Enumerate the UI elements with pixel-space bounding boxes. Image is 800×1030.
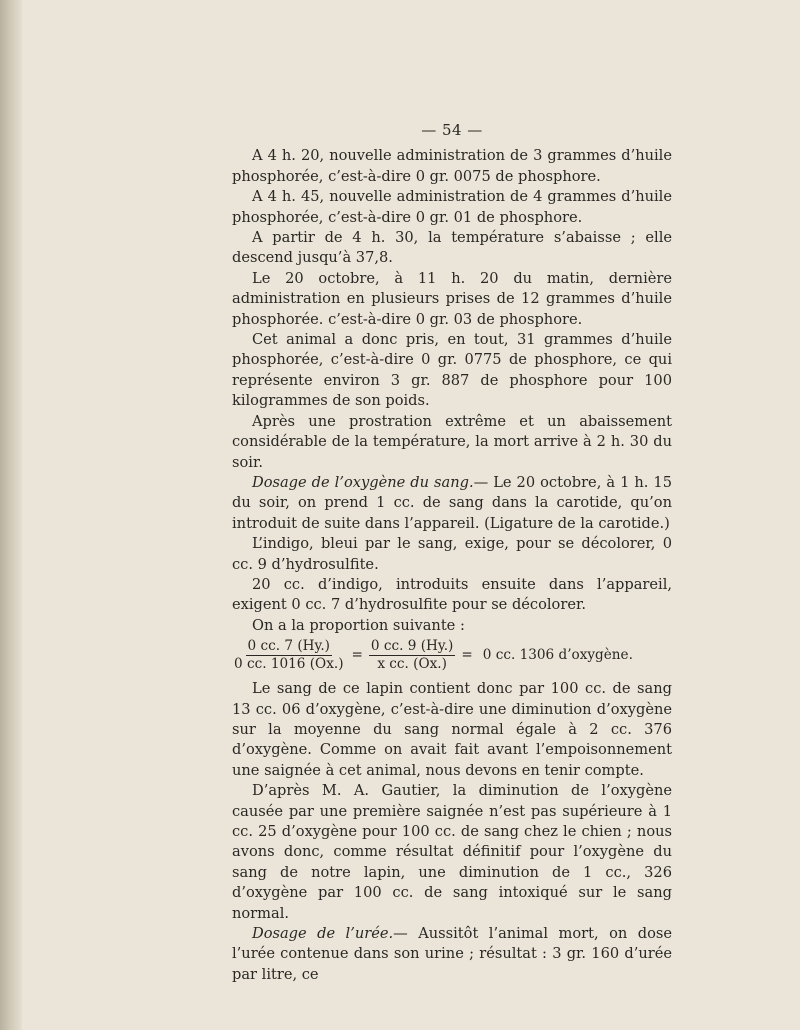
paragraph: A 4 h. 45, nouvelle administration de 4 grammes d’huile phosphorée, c’est-à-dire 0 gr. 01 de phosphore. <box>232 188 672 226</box>
paragraph: Le 20 octobre, à 11 h. 20 du matin, dernière administration en plusieurs prises de 12 grammes d’huile phosphorée. c’est-à-dire 0 gr. 03 de phosphore. <box>232 269 672 328</box>
equals-sign: = <box>461 647 473 664</box>
paragraph: Cet animal a donc pris, en tout, 31 grammes d’huile phosphorée, c’est-à-dire 0 gr. 0775 de phosphore, ce qui représente environ 3 gr. 887 de phosphore pour 100 kilogrammes de son poids. <box>232 331 672 410</box>
oxygen-heading: Dosage de l’oxygène du sang. <box>252 473 474 491</box>
paragraph: D’après M. A. Gautier, la diminution de l’oxygène causée par une première saignée n’est pas supérieure à 1 cc. 25 d’oxygène pour 100 cc. de sang chez le chien ; nous avons donc, comme résultat définitif pour l’oxygène du sang de notre lapin, une diminution de 1 cc., 326 d’oxygène par 100 cc. de sang intoxiqué sur le sang normal. <box>232 782 672 922</box>
fraction-right <box>369 638 455 673</box>
paragraph: A partir de 4 h. 30, la température s’abaisse ; elle descend jusqu’à 37,8. <box>232 229 672 267</box>
paragraph: Après une prostration extrême et un abaissement considérable de la température, la mort arrive à 2 h. 30 du soir. <box>232 412 672 471</box>
fraction-right-numerator: 0 cc. 9 (Hy.) <box>370 638 454 655</box>
proportion-equation <box>232 638 672 673</box>
oxygen-paragraph <box>232 473 672 534</box>
fraction-left <box>232 638 346 673</box>
text-column <box>232 120 672 985</box>
fraction-right-denominator: x cc. (Ox.) <box>377 656 447 673</box>
paragraph: A 4 h. 20, nouvelle administration de 3 grammes d’huile phosphorée, c’est-à-dire 0 gr. 0075 de phosphore. <box>232 147 672 185</box>
paragraph: 20 cc. d’indigo, introduits ensuite dans l’appareil, exigent 0 cc. 7 d’hydrosulfite pour se décolorer. <box>232 575 672 614</box>
urea-text: — Aussitôt l’animal mort, on dose l’urée contenue dans son urine ; résultat : 3 gr. 160 d’urée par litre, ce <box>232 925 672 983</box>
paragraph: On a la proportion suivante : <box>252 616 465 634</box>
fraction-left-denominator: 0 cc. 1016 (Ox.) <box>234 656 344 673</box>
oxygen-intro: — Le 20 octobre, à 1 h. 15 du soir, on prend 1 cc. de sang dans la carotide, qu’on introduit de suite dans l’appareil. (Ligature de la carotide.) <box>232 473 672 532</box>
fraction-left-numerator: 0 cc. 7 (Hy.) <box>247 638 330 655</box>
equals-sign: = <box>351 647 363 664</box>
book-binding-edge <box>0 0 22 1030</box>
urea-paragraph <box>232 924 672 985</box>
paragraph: Le sang de ce lapin contient donc par 100 cc. de sang 13 cc. 06 d’oxygène, c’est-à-dire une diminution d’oxygène sur la moyenne du sang normal égale à 2 cc. 376 d’oxygène. Comme on avait fait avant l’empoisonnement une saignée à cet animal, nous devons en tenir compte. <box>232 680 672 779</box>
page-number: — 54 — <box>421 121 483 139</box>
equation-result: 0 cc. 1306 d’oxygène. <box>482 647 633 664</box>
urea-heading: Dosage de l’urée. <box>252 925 394 943</box>
paragraph: L’indigo, bleui par le sang, exige, pour se décolorer, 0 cc. 9 d’hydrosulfite. <box>232 535 672 573</box>
